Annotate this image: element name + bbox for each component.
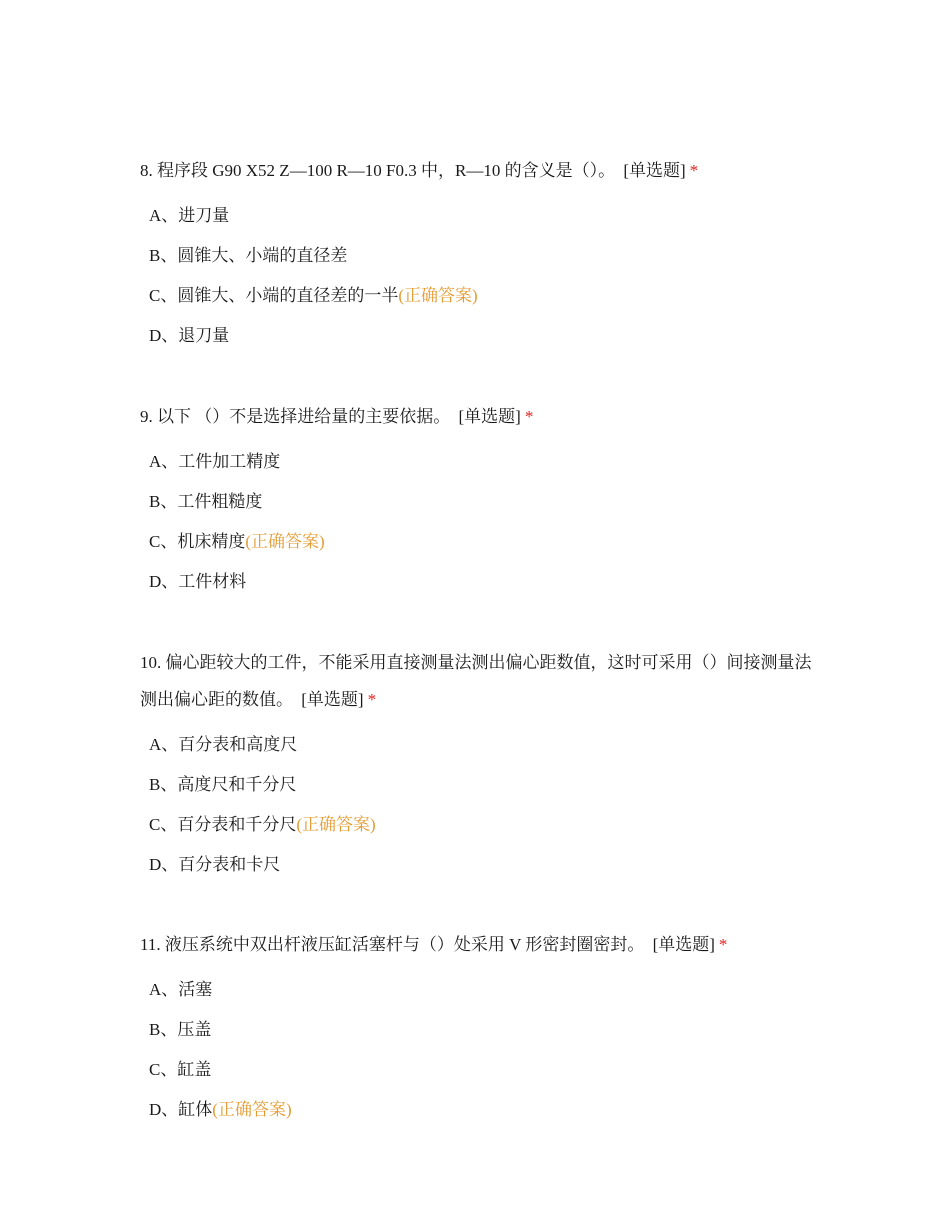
- correct-answer-mark: (正确答案): [398, 286, 478, 305]
- required-mark: *: [524, 407, 534, 426]
- option-label: D、工件材料: [149, 572, 247, 591]
- question-number: 11.: [140, 935, 161, 954]
- question-title: [140, 644, 820, 718]
- option-label: D、百分表和卡尺: [149, 855, 281, 874]
- option-c[interactable]: [149, 522, 820, 562]
- option-a[interactable]: [149, 970, 820, 1010]
- question-type: [单选题]: [652, 935, 715, 954]
- option-label: A、工件加工精度: [149, 452, 281, 471]
- question-text: 偏心距较大的工件，不能采用直接测量法测出偏心距数值，这时可采用（）间接测量法测出偏心距的数值。: [140, 653, 812, 709]
- option-c[interactable]: [149, 1050, 820, 1090]
- question-number: 9.: [140, 407, 153, 426]
- option-a[interactable]: [149, 196, 820, 236]
- option-label: C、圆锥大、小端的直径差的一半: [149, 286, 399, 305]
- question-type: [单选题]: [458, 407, 521, 426]
- option-label: A、进刀量: [149, 206, 230, 225]
- required-mark: *: [689, 161, 699, 180]
- option-d[interactable]: [149, 1090, 820, 1130]
- option-label: B、工件粗糙度: [149, 492, 263, 511]
- option-label: C、缸盖: [149, 1060, 212, 1079]
- required-mark: *: [718, 935, 728, 954]
- option-d[interactable]: [149, 562, 820, 602]
- option-b[interactable]: [149, 765, 820, 805]
- question-10: [140, 644, 820, 885]
- correct-answer-mark: (正确答案): [212, 1100, 292, 1119]
- question-number: 8.: [140, 161, 153, 180]
- option-b[interactable]: [149, 482, 820, 522]
- correct-answer-mark: (正确答案): [245, 532, 325, 551]
- option-b[interactable]: [149, 1010, 820, 1050]
- question-text: 液压系统中双出杆液压缸活塞杆与（）处采用 V 形密封圈密封。: [164, 935, 645, 954]
- option-label: D、退刀量: [149, 326, 230, 345]
- option-label: B、圆锥大、小端的直径差: [149, 246, 348, 265]
- question-title: [140, 926, 820, 963]
- option-c[interactable]: [149, 276, 820, 316]
- question-11: [140, 926, 820, 1130]
- option-label: C、百分表和千分尺: [149, 815, 297, 834]
- question-title: [140, 398, 820, 435]
- option-label: B、高度尺和千分尺: [149, 775, 297, 794]
- option-list: [140, 196, 820, 356]
- option-c[interactable]: [149, 805, 820, 845]
- option-label: B、压盖: [149, 1020, 212, 1039]
- option-label: A、活塞: [149, 980, 213, 999]
- question-text: 以下 （）不是选择进给量的主要依据。: [157, 407, 451, 426]
- option-label: C、机床精度: [149, 532, 246, 551]
- option-label: A、百分表和高度尺: [149, 735, 298, 754]
- question-text: 程序段 G90 X52 Z—100 R—10 F0.3 中，R—10 的含义是（）。: [157, 161, 616, 180]
- question-type: [单选题]: [623, 161, 686, 180]
- question-number: 10.: [140, 653, 162, 672]
- option-a[interactable]: [149, 442, 820, 482]
- question-8: [140, 152, 820, 356]
- option-d[interactable]: [149, 845, 820, 885]
- option-list: [140, 725, 820, 885]
- option-list: [140, 970, 820, 1130]
- option-list: [140, 442, 820, 602]
- option-d[interactable]: [149, 316, 820, 356]
- option-a[interactable]: [149, 725, 820, 765]
- question-9: [140, 398, 820, 602]
- required-mark: *: [367, 690, 377, 709]
- question-list: [140, 152, 820, 1130]
- question-type: [单选题]: [301, 690, 364, 709]
- question-title: [140, 152, 820, 189]
- correct-answer-mark: (正确答案): [296, 815, 376, 834]
- option-b[interactable]: [149, 236, 820, 276]
- option-label: D、缸体: [149, 1100, 213, 1119]
